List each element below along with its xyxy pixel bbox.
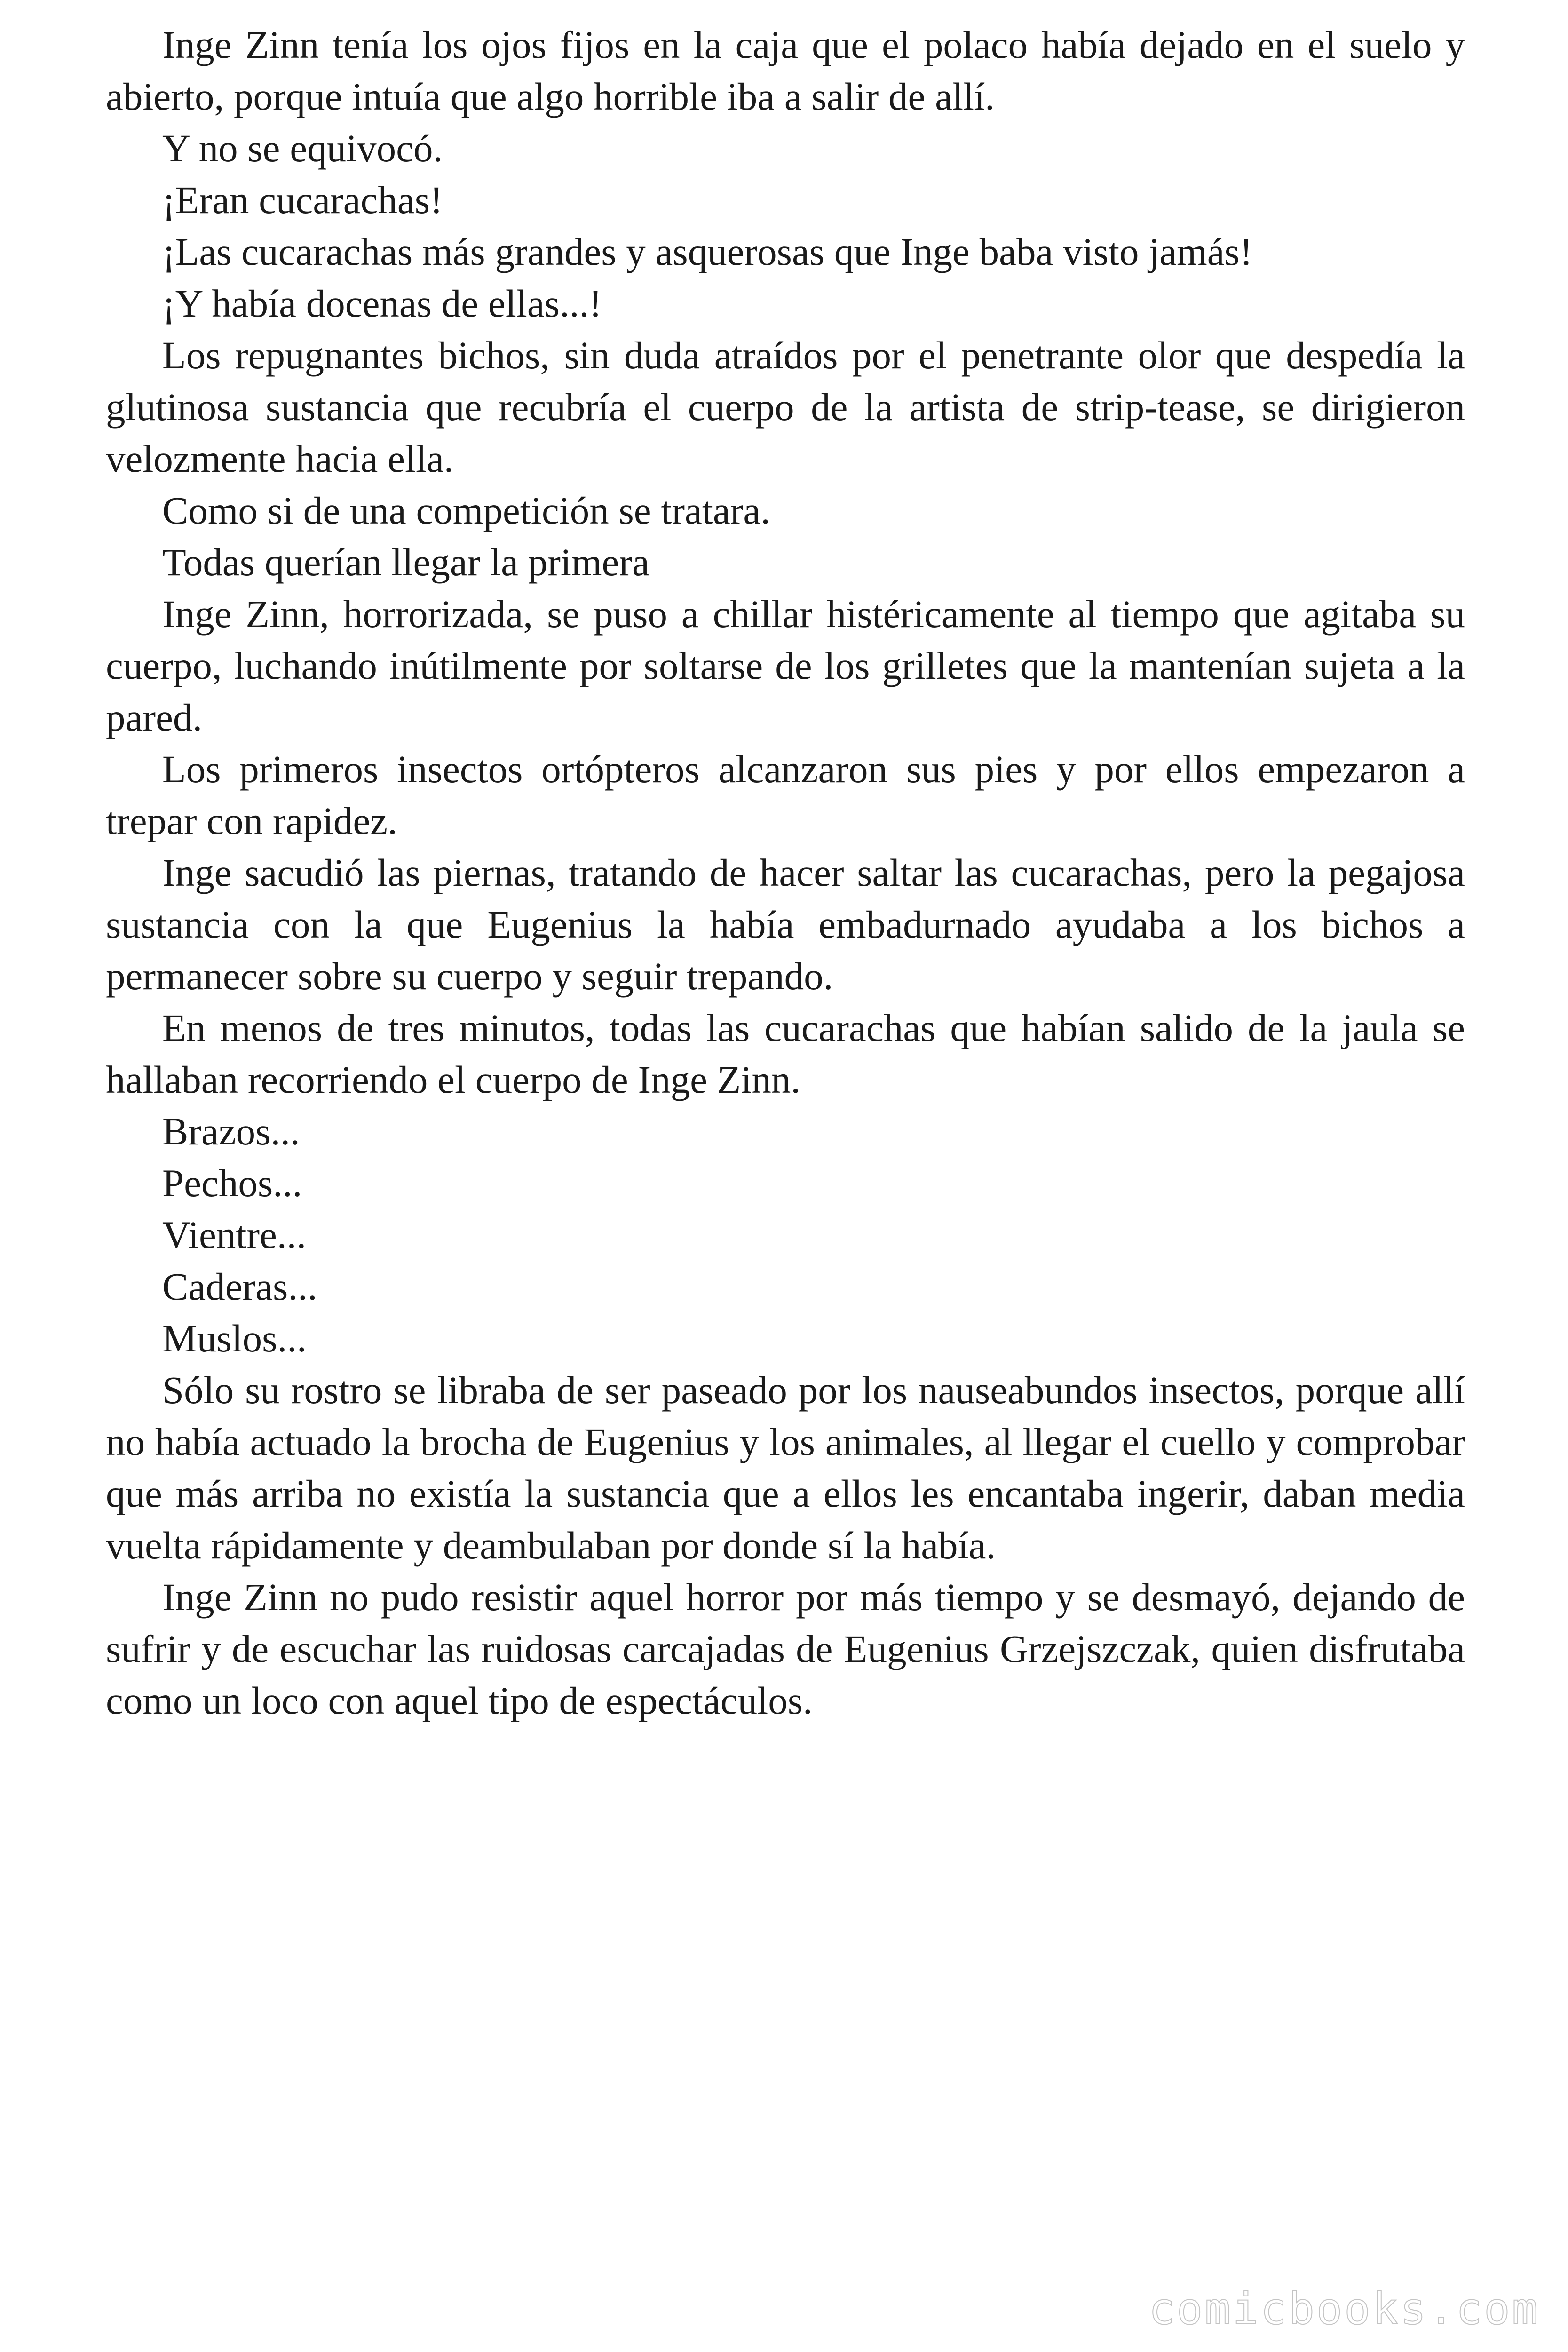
- paragraph: Caderas...: [162, 1265, 317, 1308]
- paragraph: Como si de una competición se tratara.: [162, 489, 771, 532]
- watermark: comicbooks.com: [1148, 2284, 1540, 2334]
- paragraph: ¡Las cucarachas más grandes y asquerosas que Inge baba visto jamás!: [162, 230, 1253, 273]
- paragraph: Inge sacudió las piernas, tratando de hacer saltar las cucarachas, pero la pegajosa sustancia con la que Eugenius la había embadurnado ayudaba a los bichos a permanecer sobre su cuerpo y seguir trepando.: [106, 851, 1465, 998]
- paragraph: Los primeros insectos ortópteros alcanzaron sus pies y por ellos empezaron a trepar con rapidez.: [106, 747, 1465, 842]
- paragraph: Pechos...: [162, 1161, 302, 1205]
- page-body: [106, 19, 1465, 1726]
- paragraph: Y no se equivocó.: [162, 127, 443, 170]
- paragraph: Inge Zinn, horrorizada, se puso a chillar histéricamente al tiempo que agitaba su cuerpo, luchando inútilmente por soltarse de los grilletes que la mantenían sujeta a la pared.: [106, 592, 1465, 739]
- paragraph: Inge Zinn no pudo resistir aquel horror por más tiempo y se desmayó, dejando de sufrir y de escuchar las ruidosas carcajadas de Eugenius Grzejszczak, quien disfrutaba como un loco con aquel tipo de espectáculos.: [106, 1575, 1465, 1722]
- paragraph: Muslos...: [162, 1317, 307, 1360]
- paragraph: Sólo su rostro se libraba de ser paseado por los nauseabundos insectos, porque allí no había actuado la brocha de Eugenius y los animales, al llegar el cuello y comprobar que más arriba no existía la sustancia que a ellos les encantaba ingerir, daban media vuelta rápidamente y deambulaban por donde sí la había.: [106, 1368, 1465, 1567]
- paragraph: En menos de tres minutos, todas las cucarachas que habían salido de la jaula se hallaban recorriendo el cuerpo de Inge Zinn.: [106, 1006, 1465, 1101]
- paragraph: Brazos...: [162, 1110, 300, 1153]
- paragraph: Inge Zinn tenía los ojos fijos en la caja que el polaco había dejado en el suelo y abierto, porque intuía que algo horrible iba a salir de allí.: [106, 23, 1465, 118]
- paragraph: ¡Y había docenas de ellas...!: [162, 282, 602, 325]
- paragraph: ¡Eran cucarachas!: [162, 178, 443, 222]
- paragraph: Todas querían llegar la primera: [162, 540, 649, 584]
- paragraph: Vientre...: [162, 1213, 307, 1256]
- paragraph: Los repugnantes bichos, sin duda atraídos por el penetrante olor que despedía la glutinosa sustancia que recubría el cuerpo de la artista de strip-tease, se dirigieron velozmente hacia ella.: [106, 334, 1465, 480]
